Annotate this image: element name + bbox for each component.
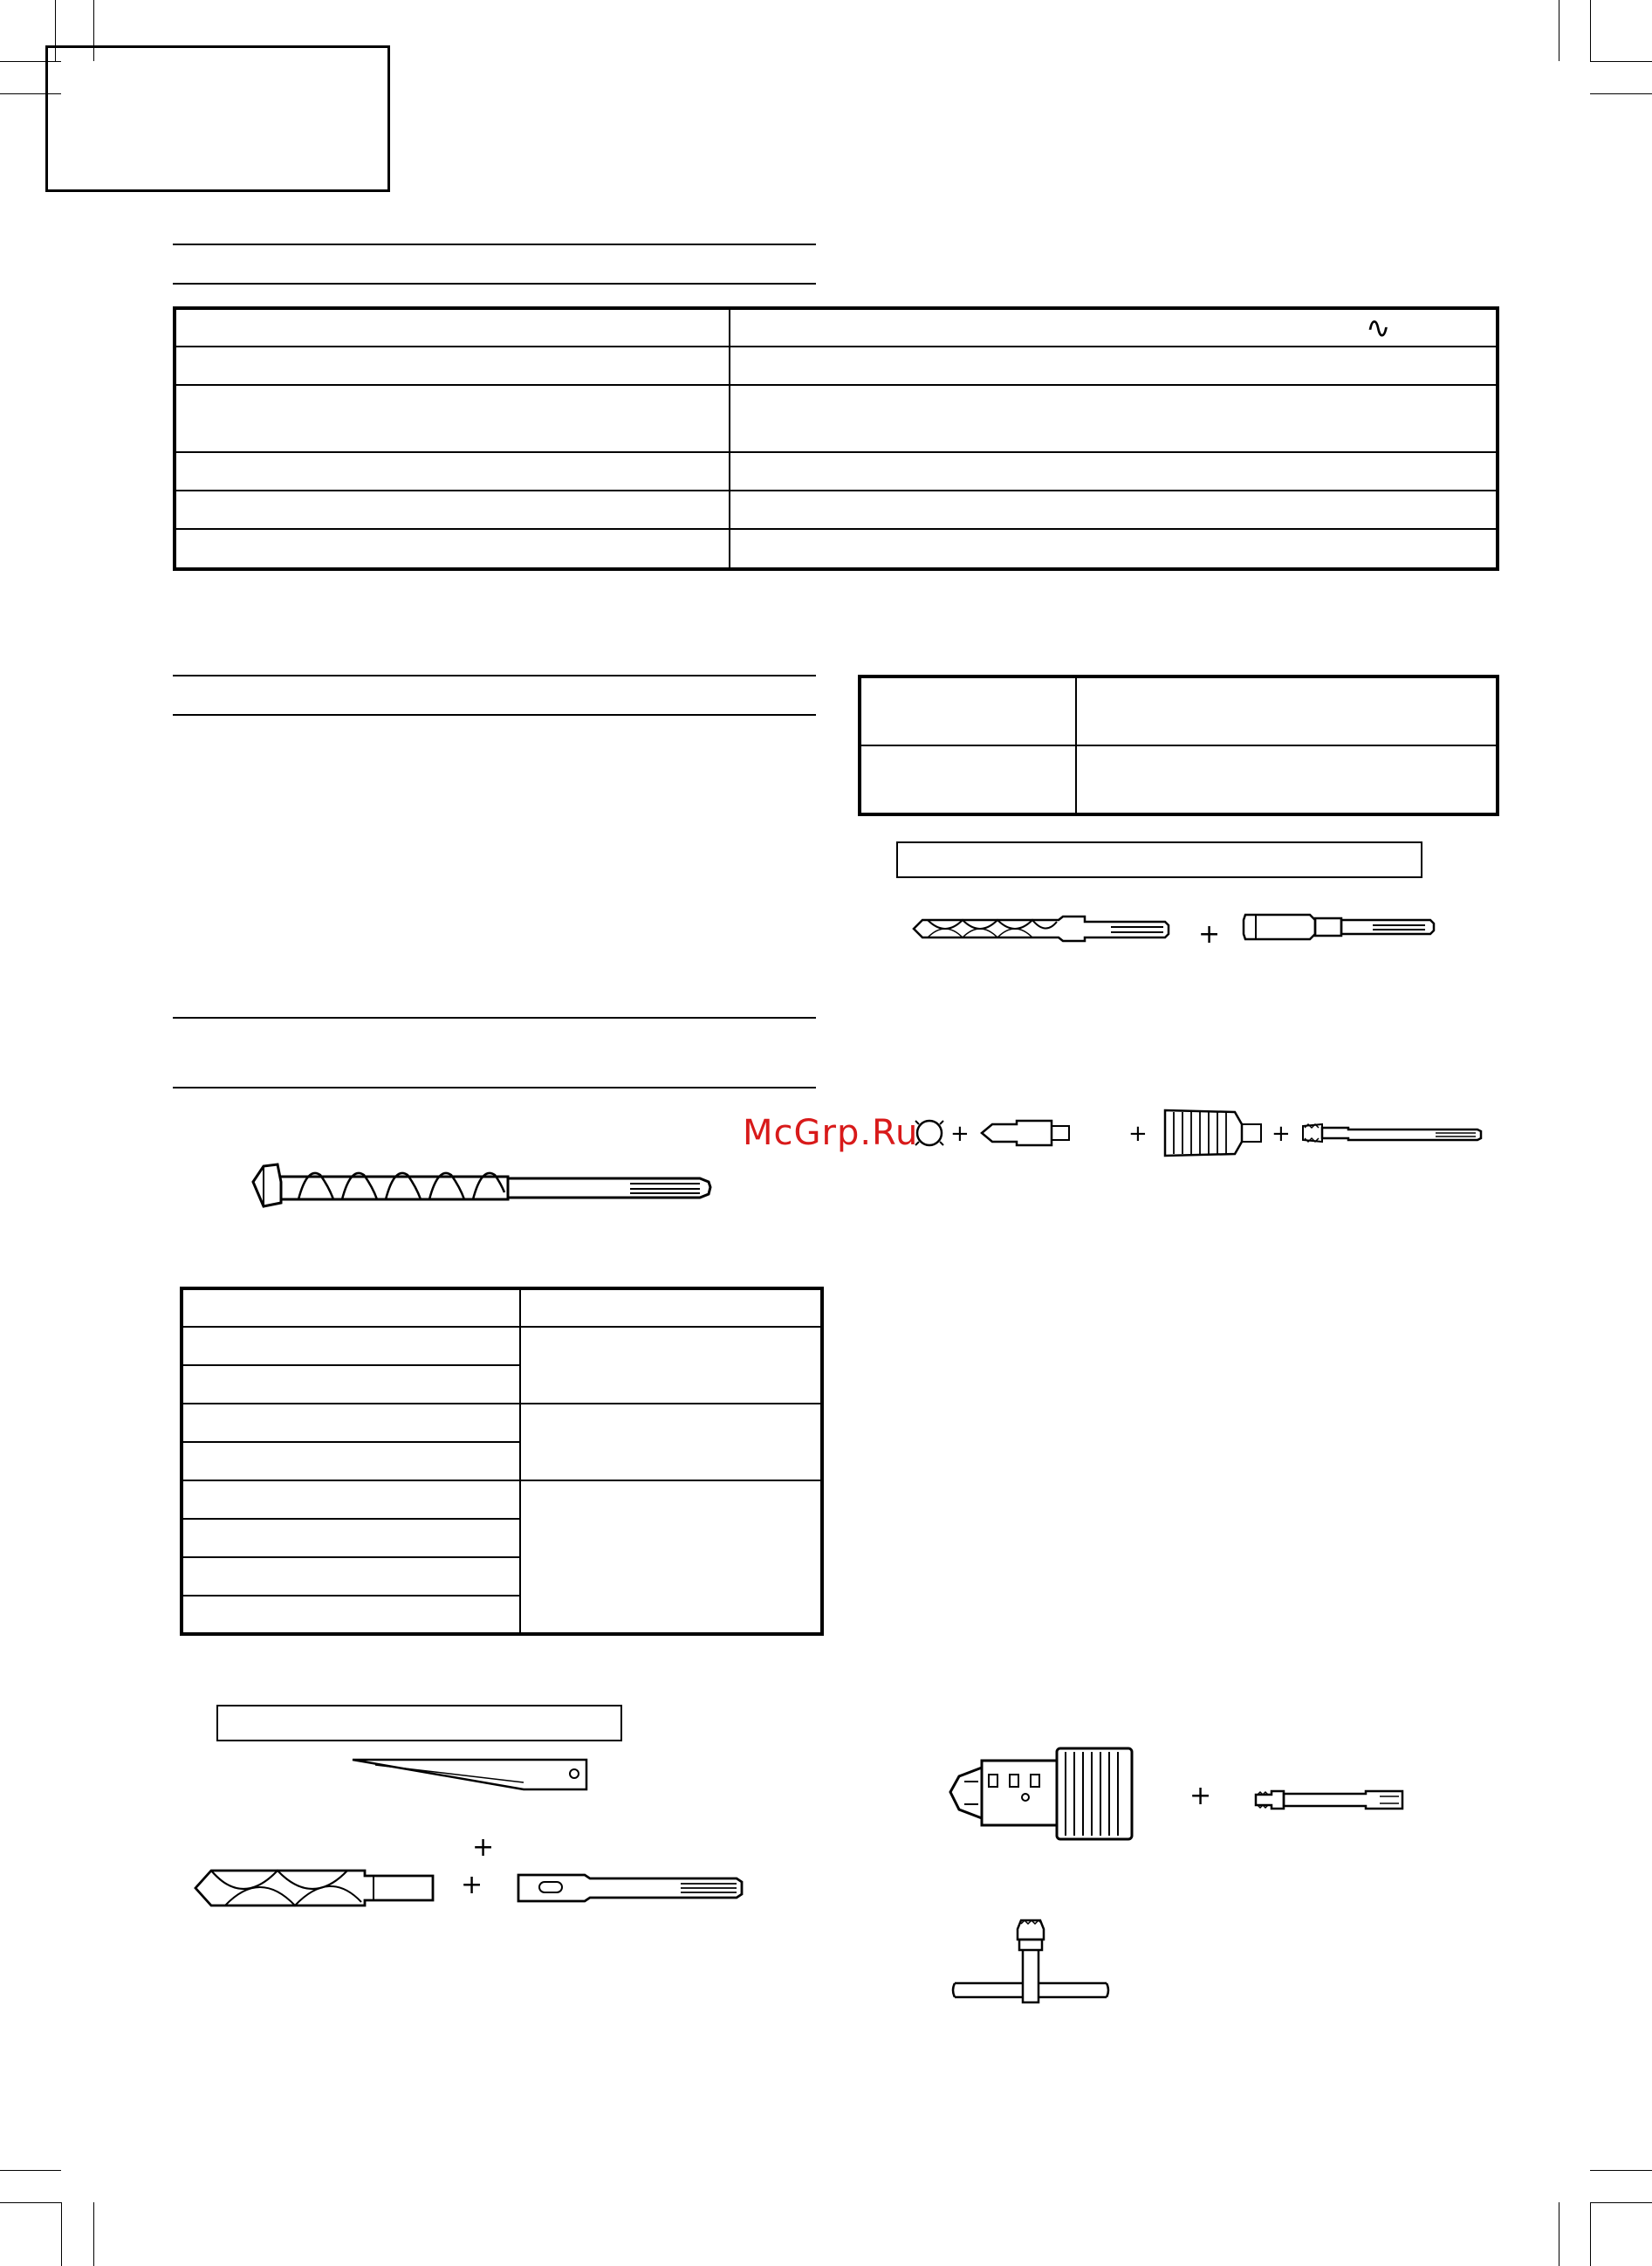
section-rule <box>173 675 816 676</box>
section-rule <box>173 244 816 245</box>
table-row <box>175 347 1498 385</box>
sds-max-drill-bit-icon <box>246 1157 717 1219</box>
section-rule <box>173 1017 816 1019</box>
sds-drill-bit-icon <box>910 911 1172 946</box>
table-row <box>175 385 1498 452</box>
chuck-adapter-icon <box>1252 1786 1405 1814</box>
specifications-table <box>173 306 1499 571</box>
section-rule <box>173 283 816 285</box>
watermark-text: McGrp.Ru <box>743 1113 919 1153</box>
table-row <box>182 1327 822 1365</box>
twist-drill-bit-icon <box>190 1864 436 1912</box>
table-row <box>175 308 1498 347</box>
plus-sign: + <box>1198 919 1221 950</box>
cotter-icon <box>349 1754 593 1794</box>
chuck-key-icon <box>951 1917 1110 2013</box>
plus-sign: + <box>461 1870 483 1900</box>
svg-text:+: + <box>1272 1121 1291 1147</box>
table-row <box>860 676 1498 745</box>
plus-sign: + <box>472 1832 495 1863</box>
bit-type-table <box>858 675 1499 816</box>
taper-shank-adapter-icon <box>1242 908 1436 946</box>
drill-chuck-icon <box>947 1741 1139 1846</box>
table-row <box>182 1480 822 1519</box>
header-box <box>45 45 390 192</box>
table-row <box>182 1404 822 1442</box>
plus-sign: + <box>1189 1781 1212 1811</box>
table-row <box>175 452 1498 491</box>
table-row <box>182 1288 822 1327</box>
drill-size-table <box>180 1287 824 1636</box>
svg-text:+: + <box>1128 1121 1148 1147</box>
ac-symbol: ∿ <box>1366 311 1391 346</box>
sds-shank-icon <box>515 1870 745 1905</box>
svg-text:+: + <box>950 1121 970 1147</box>
caption-box <box>896 841 1422 878</box>
core-bit-assembly-icon <box>912 1102 1488 1163</box>
table-row <box>175 529 1498 569</box>
table-row <box>175 491 1498 529</box>
section-rule <box>173 1087 816 1088</box>
table-row <box>860 745 1498 814</box>
section-rule <box>173 714 816 716</box>
caption-box <box>216 1705 622 1741</box>
